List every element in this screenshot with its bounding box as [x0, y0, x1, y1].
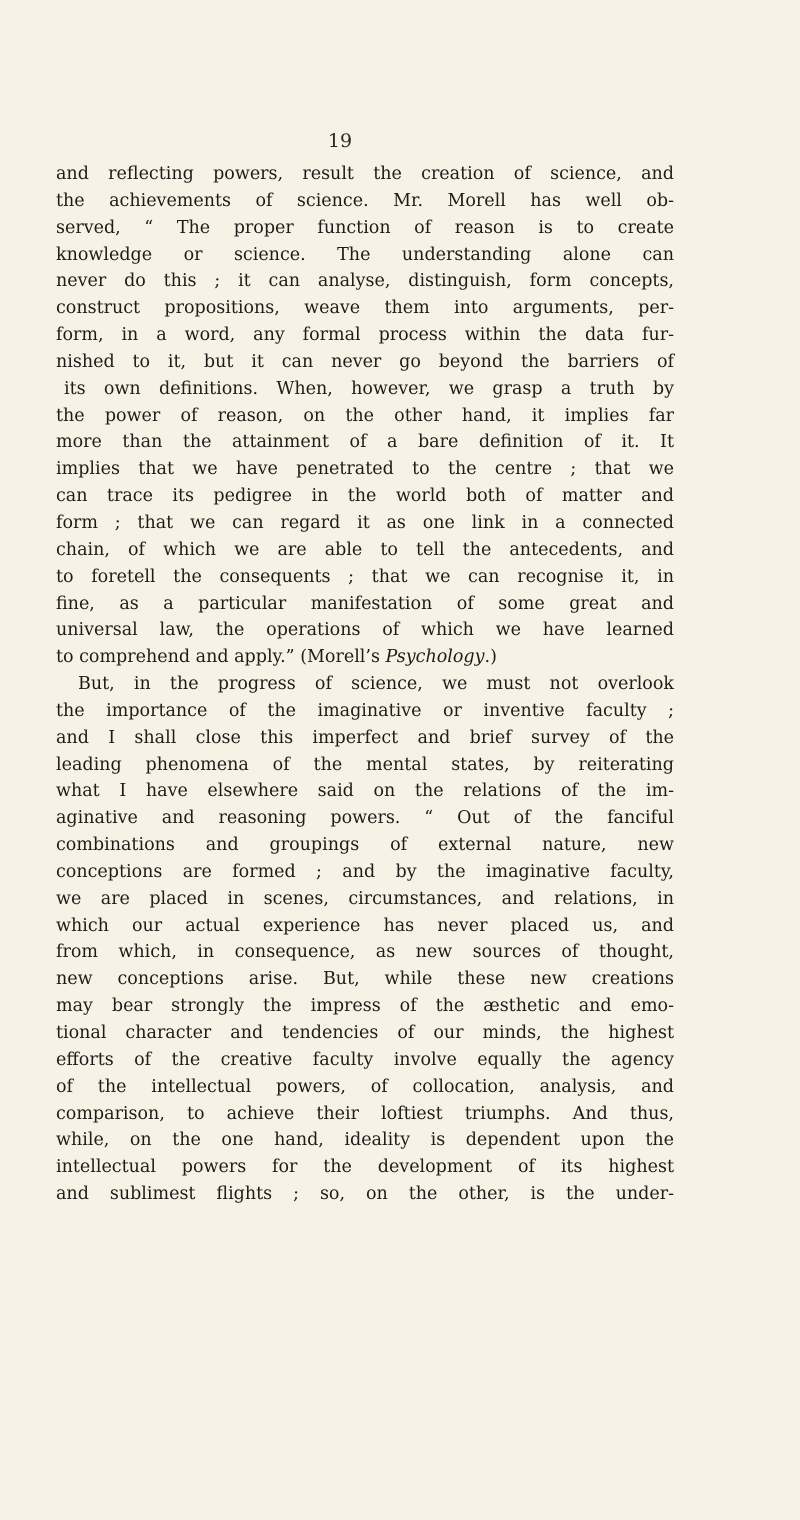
- text-line: the power of reason, on the other hand, it implies far: [56, 405, 674, 426]
- text-line: which our actual experience has never placed us, and: [56, 915, 674, 936]
- text-line: can trace its pedigree in the world both of matter and: [56, 486, 674, 507]
- text-line: of the intellectual powers, of collocation, analysis, and: [56, 1076, 674, 1097]
- text-line: the importance of the imaginative or inventive faculty ;: [56, 700, 674, 721]
- text-line: from which, in consequence, as new sources of thought,: [56, 942, 674, 963]
- text-line: combinations and groupings of external nature, new: [56, 835, 674, 856]
- text-line: and I shall close this imperfect and brief survey of the: [56, 727, 674, 748]
- text-line: more than the attainment of a bare definition of it. It: [56, 432, 674, 453]
- text-line: what I have elsewhere said on the relations of the im-: [56, 781, 674, 802]
- text-line: to foretell the consequents ; that we can recognise it, in: [56, 566, 674, 587]
- body-text: [56, 161, 674, 1208]
- text-line: fine, as a particular manifestation of some great and: [56, 593, 674, 614]
- text-line: may bear strongly the impress of the æsthetic and emo-: [56, 996, 674, 1017]
- text-line: implies that we have penetrated to the centre ; that we: [56, 459, 674, 480]
- page-number: 19: [327, 130, 353, 152]
- text-line: while, on the one hand, ideality is dependent upon the: [56, 1130, 674, 1151]
- text-line: served, “ The proper function of reason is to create: [56, 217, 674, 238]
- text-line: and sublimest flights ; so, on the other, is the under-: [56, 1184, 674, 1205]
- text-line: construct propositions, weave them into arguments, per-: [56, 298, 674, 319]
- text-line: efforts of the creative faculty involve equally the agency: [56, 1049, 674, 1070]
- text-line: form ; that we can regard it as one link in a connected: [56, 512, 674, 533]
- citation-title: Psychology: [385, 647, 485, 668]
- text-line: never do this ; it can analyse, distinguish, form concepts,: [56, 271, 674, 292]
- text-line: tional character and tendencies of our minds, the highest: [56, 1023, 674, 1043]
- text-line: universal law, the operations of which we have learned: [56, 620, 674, 641]
- text-line: leading phenomena of the mental states, by reiterating: [56, 754, 674, 775]
- text-line: conceptions are formed ; and by the imaginative faculty,: [56, 861, 674, 882]
- text-line: aginative and reasoning powers. “ Out of the fanciful: [56, 808, 674, 829]
- text-line: and reflecting powers, result the creation of science, and: [56, 164, 674, 184]
- text-line: comparison, to achieve their loftiest triumphs. And thus,: [56, 1103, 674, 1124]
- text-line: we are placed in scenes, circumstances, and relations, in: [56, 888, 674, 909]
- text-line: intellectual powers for the development of its highest: [56, 1157, 674, 1178]
- text-line: its own definitions. When, however, we grasp a truth by: [64, 378, 674, 399]
- text-line: to comprehend and apply.” (Morell’s Psychology.): [56, 647, 497, 668]
- text-line: But, in the progress of science, we must not overlook: [78, 674, 674, 695]
- text-line: nished to it, but it can never go beyond the barriers of: [56, 351, 674, 372]
- text-line: new conceptions arise. But, while these new creations: [56, 969, 674, 990]
- text-line: chain, of which we are able to tell the antecedents, and: [56, 539, 674, 560]
- text-line: the achievements of science. Mr. Morell has well ob-: [56, 190, 674, 211]
- text-line: form, in a word, any formal process within the data fur-: [56, 325, 674, 346]
- text-line: knowledge or science. The understanding alone can: [56, 244, 674, 265]
